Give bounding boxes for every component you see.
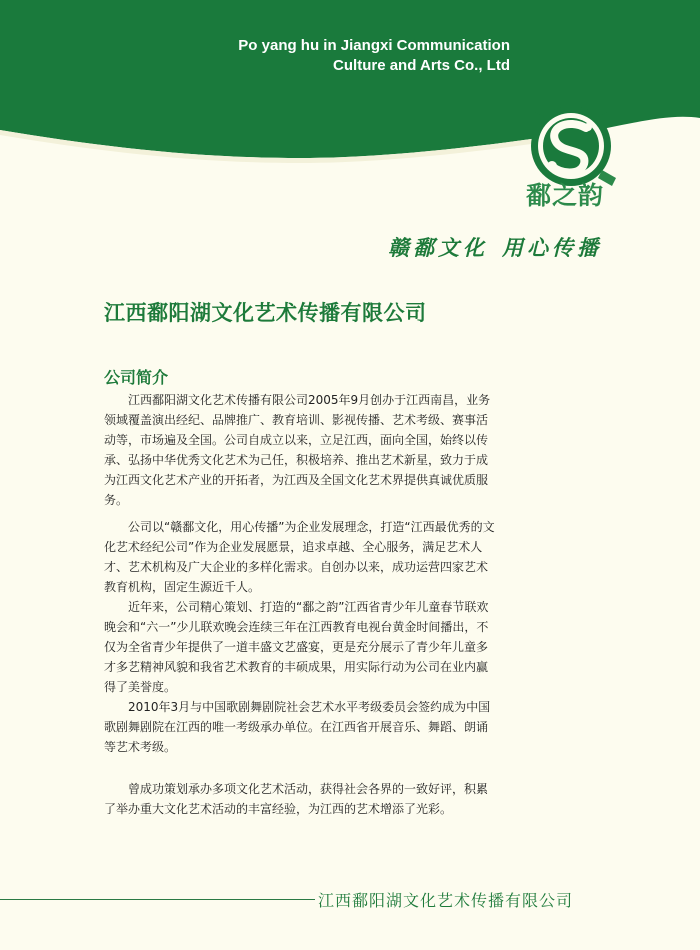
company-name-english-line2: Culture and Arts Co., Ltd <box>333 57 510 74</box>
logo-icon <box>531 106 611 186</box>
intro-paragraph-2: 公司以“赣鄱文化，用心传播”为企业发展理念，打造“江西最优秀的文化艺术经纪公司”作为企业发展愿景，追求卓越、全心服务，满足艺术人才、艺术机构及广大企业的多样化需求。自创办以来，成功运营四家艺术教育机构，固定生源近千人。 <box>104 520 495 594</box>
intro-paragraph-1: 江西鄱阳湖文化艺术传播有限公司2005年9月创办于江西南昌，业务领域覆盖演出经纪、品牌推广、教育培训、影视传播、艺术考级、赛事活动等，市场遍及全国。公司自成立以来，立足江西，面向全国，始终以传承、弘扬中华优秀文化艺术为己任，积极培养、推出艺术新星，致力于成为江西文化艺术产业的开拓者，为江西及全国文化艺术界提供真诚优质服务。 <box>104 393 491 507</box>
slogan <box>388 232 602 262</box>
section-heading: 公司简介 <box>104 368 169 387</box>
intro-paragraph-4: 2010年3月与中国歌剧舞剧院社会艺术水平考级委员会签约成为中国歌剧舞剧院在江西的唯一考级承办单位。在江西省开展音乐、舞蹈、朗诵等艺术考级。 <box>104 700 491 754</box>
company-intro <box>104 390 496 819</box>
intro-paragraph-5: 曾成功策划承办多项文化艺术活动，获得社会各界的一致好评，积累了举办重大文化艺术活动的丰富经验，为江西的艺术增添了光彩。 <box>104 782 489 816</box>
logo-ribbon <box>530 0 612 110</box>
footer-divider <box>0 899 315 900</box>
slogan-part1: 赣鄱文化 <box>388 235 488 260</box>
footer-company-name: 江西鄱阳湖文化艺术传播有限公司 <box>318 891 574 910</box>
logo-text: 鄱之韵 <box>526 181 605 210</box>
page-title: 江西鄱阳湖文化艺术传播有限公司 <box>104 301 427 325</box>
slogan-part2: 用心传播 <box>502 235 602 260</box>
intro-paragraph-3: 近年来，公司精心策划、打造的“鄱之韵”江西省青少年儿童春节联欢晚会和“六一”少儿联欢晚会连续三年在江西教育电视台黄金时间播出，不仅为全省青少年提供了一道丰盛文艺盛宴，更是充分展示了青少年儿童多才多艺精神风貌和我省艺术教育的丰硕成果，用实际行动为公司在业内赢得了美誉度。 <box>104 600 489 694</box>
company-name-english <box>238 36 510 76</box>
company-name-english-line1: Po yang hu in Jiangxi Communication <box>238 37 510 54</box>
